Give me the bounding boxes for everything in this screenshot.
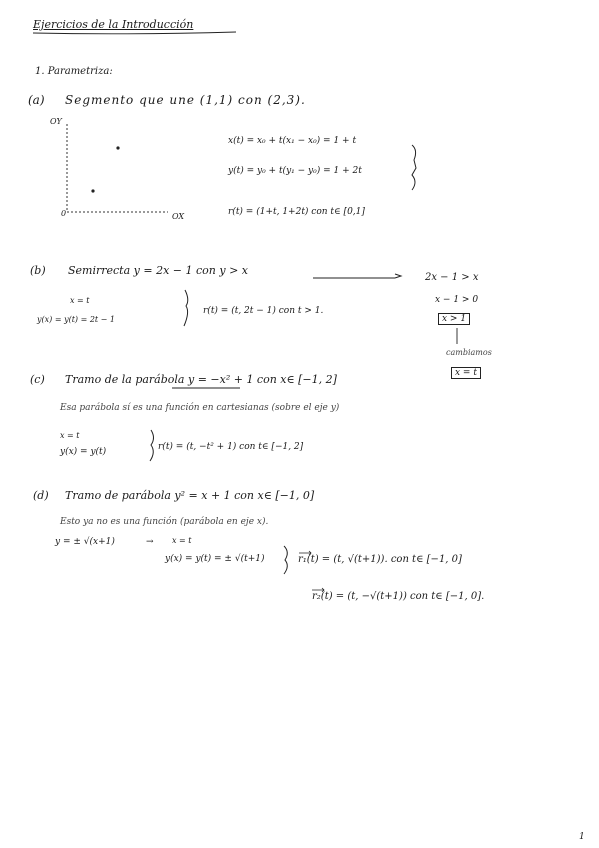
item-b-right-3: x > 1: [438, 313, 470, 325]
item-b-right-2: x − 1 > 0: [435, 295, 479, 305]
item-c-label: (c): [30, 373, 45, 386]
item-c-eq-x: x = t: [60, 431, 80, 440]
item-b-eq-r: r(t) = (t, 2t − 1) con t > 1.: [203, 306, 324, 316]
item-a-heading: Segmento que une (1,1) con (2,3).: [65, 93, 306, 107]
item-d-arrow: →: [146, 537, 154, 547]
axis-y-label: OY: [50, 117, 62, 126]
item-c-heading: Tramo de la parábola y = −x² + 1 con x∈ [−1, 2]: [65, 373, 337, 386]
item-a-eq-x: x(t) = x₀ + t(x₁ − x₀) = 1 + t: [228, 136, 357, 146]
axis-x-label: OX: [172, 212, 185, 221]
item-b-right-1: 2x − 1 > x: [425, 272, 479, 283]
item-d-eq-y: y(x) = y(t) = ± √(t+1): [165, 554, 265, 564]
item-a-label: (a): [28, 93, 45, 107]
item-a-eq-r: r(t) = (1+t, 1+2t) con t∈ [0,1]: [228, 207, 365, 217]
item-d-heading: Tramo de parábola y² = x + 1 con x∈ [−1, 0]: [65, 489, 315, 502]
item-d-note: Esto ya no es una función (parábola en eje x).: [60, 517, 269, 527]
item-b-eq-x: x = t: [70, 296, 90, 305]
item-b-right-5: x = t: [451, 367, 481, 379]
item-a-eq-y: y(t) = y₀ + t(y₁ − y₀) = 1 + 2t: [228, 166, 362, 176]
page-number: 1: [579, 832, 585, 842]
item-d-eq-x: x = t: [172, 536, 192, 545]
item-b-label: (b): [30, 264, 46, 277]
item-c-eq-r: r(t) = (t, −t² + 1) con t∈ [−1, 2]: [158, 442, 304, 452]
item-c-eq-y: y(x) = y(t): [60, 447, 107, 457]
item-c-note: Esa parábola sí es una función en cartesianas (sobre el eje y): [60, 403, 340, 413]
item-d-label: (d): [33, 489, 49, 502]
item-b-right-4: cambiamos: [446, 348, 492, 357]
item-d-eq-r1: r₁(t) = (t, √(t+1)). con t∈ [−1, 0]: [298, 554, 462, 565]
item-b-heading: Semirrecta y = 2x − 1 con y > x: [68, 264, 248, 277]
item-d-eq-r2: r₂(t) = (t, −√(t+1)) con t∈ [−1, 0].: [312, 591, 485, 602]
origin-label: 0: [61, 209, 67, 218]
item-d-eq-sqrt: y = ± √(x+1): [55, 537, 115, 547]
section-heading: 1. Parametriza:: [35, 66, 113, 77]
item-b-eq-y: y(x) = y(t) = 2t − 1: [37, 315, 116, 324]
page-title: Ejercicios de la Introducción: [33, 18, 194, 31]
